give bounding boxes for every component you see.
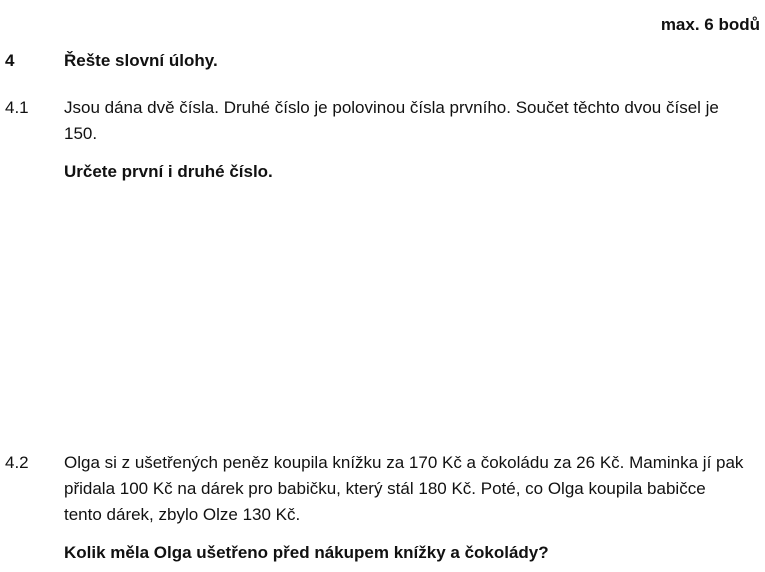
subtask-4-1 xyxy=(5,95,745,185)
task-title: Řešte slovní úlohy. xyxy=(64,51,218,70)
subtask-number: 4.2 xyxy=(5,453,29,472)
subtask-4-2 xyxy=(5,450,745,566)
task-number: 4 xyxy=(5,51,15,70)
subtask-number: 4.1 xyxy=(5,98,29,117)
max-points-label: max. 6 bodů xyxy=(660,15,760,34)
task-heading xyxy=(5,48,745,74)
subtask-text: Jsou dána dvě čísla. Druhé číslo je polovinou čísla prvního. Součet těchto dvou čísel je 150. xyxy=(64,98,719,143)
subtask-question: Určete první i druhé číslo. xyxy=(64,162,273,181)
subtask-text: Olga si z ušetřených peněz koupila knížku za 170 Kč a čokoládu za 26 Kč. Maminka jí pak přidala 100 Kč na dárek pro babičku, který stál 180 Kč. Poté, co Olga koupila babičce tento dárek, zbylo Olze 130 Kč. xyxy=(64,453,744,524)
subtask-question: Kolik měla Olga ušetřeno před nákupem knížky a čokolády? xyxy=(64,543,549,562)
